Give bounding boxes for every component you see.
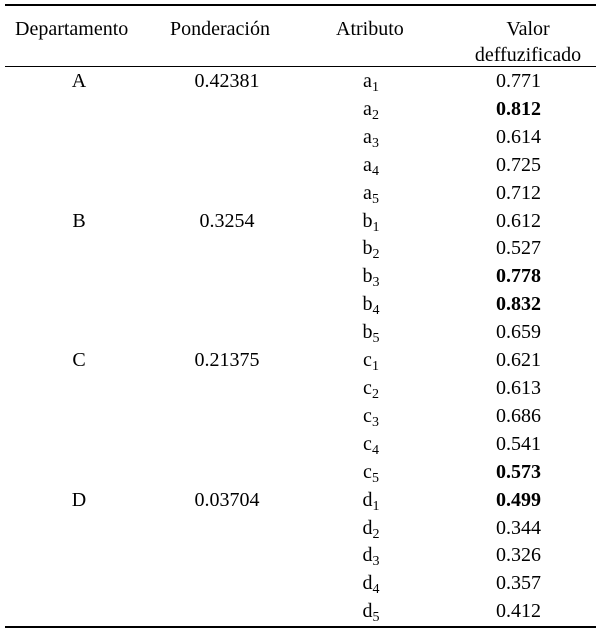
header-valor-line2: deffuzificado (474, 44, 582, 66)
attribute-letter: d (362, 600, 373, 623)
weight-cell: 0.42381 (194, 70, 260, 92)
attribute-letter: d (362, 516, 373, 539)
table-row (5, 96, 596, 124)
table-row (5, 152, 596, 180)
attribute-subscript: 1 (372, 219, 380, 235)
table-row (5, 570, 596, 598)
attribute-subscript: 1 (371, 359, 379, 375)
department-cell (5, 598, 153, 626)
attribute-subscript: 3 (371, 135, 379, 151)
defuzzified-value-cell: 0.357 (496, 572, 541, 595)
table-row (5, 515, 596, 543)
attribute-letter: d (362, 488, 373, 511)
department-cell (5, 570, 153, 598)
attribute-cell (301, 570, 441, 598)
defuzzified-value-cell: 0.499 (496, 488, 541, 511)
defuzzified-value-cell: 0.771 (496, 70, 541, 92)
defuzzified-value-cell: 0.712 (496, 181, 541, 204)
attribute-letter: b (362, 321, 373, 344)
department-cell (5, 515, 153, 543)
weight-cell (153, 319, 301, 347)
header-valor-line1: Valor (506, 18, 550, 40)
attribute-letter: a (363, 153, 372, 176)
weight-cell (153, 459, 301, 487)
header-departamento: Departamento (15, 18, 129, 40)
weight-cell (153, 96, 301, 124)
defuzzified-value-cell: 0.812 (496, 97, 541, 120)
attribute-cell (301, 515, 441, 543)
attribute-cell (301, 403, 441, 431)
attribute-letter: b (362, 209, 373, 232)
department-cell (5, 124, 153, 152)
table-row (5, 542, 596, 570)
attribute-cell (301, 235, 441, 263)
weight-cell (153, 180, 301, 208)
attribute-letter: c (363, 460, 372, 483)
department-cell (5, 235, 153, 263)
defuzzified-value-cell: 0.527 (496, 237, 541, 260)
bottom-rule (5, 626, 596, 628)
table-row (5, 459, 596, 487)
defuzzified-value-cell: 0.573 (496, 460, 541, 483)
table-row (5, 347, 596, 375)
attribute-cell (301, 291, 441, 319)
department-cell: B (72, 209, 86, 232)
attribute-subscript: 2 (372, 526, 380, 542)
defuzzified-value-cell: 0.613 (496, 376, 541, 399)
attribute-subscript: 4 (371, 163, 379, 179)
attribute-subscript: 1 (371, 80, 379, 95)
data-table (5, 68, 596, 626)
weight-cell: 0.03704 (194, 488, 260, 511)
table-row (5, 263, 596, 291)
table-row (5, 235, 596, 263)
weight-cell: 0.3254 (199, 209, 255, 232)
weight-cell (153, 431, 301, 459)
attribute-letter: c (363, 376, 372, 399)
attribute-subscript: 2 (372, 247, 380, 263)
defuzzified-value-cell: 0.541 (496, 432, 541, 455)
attribute-subscript: 1 (372, 498, 380, 514)
attribute-letter: a (363, 125, 372, 148)
attribute-subscript: 5 (371, 470, 379, 486)
attribute-subscript: 5 (372, 610, 380, 626)
defuzzified-value-cell: 0.612 (496, 209, 541, 232)
attribute-cell (301, 347, 441, 375)
attribute-subscript: 5 (372, 331, 380, 347)
attribute-letter: b (362, 237, 373, 260)
top-rule (5, 4, 596, 6)
defuzzified-value-cell: 0.621 (496, 349, 541, 372)
attribute-cell (301, 375, 441, 403)
defuzzified-value-cell: 0.614 (496, 125, 541, 148)
weight-cell (153, 152, 301, 180)
attribute-cell (301, 180, 441, 208)
table-row (5, 431, 596, 459)
table-row (5, 180, 596, 208)
department-cell (5, 459, 153, 487)
weight-cell (153, 570, 301, 598)
weight-cell (153, 403, 301, 431)
weight-cell (153, 598, 301, 626)
attribute-letter: b (362, 265, 373, 288)
attribute-subscript: 2 (371, 107, 379, 123)
table-row (5, 403, 596, 431)
attribute-cell (301, 431, 441, 459)
attribute-subscript: 4 (371, 442, 379, 458)
attribute-cell (301, 96, 441, 124)
department-cell: D (71, 488, 87, 511)
attribute-cell (301, 319, 441, 347)
defuzzified-value-cell: 0.686 (496, 404, 541, 427)
defuzzified-value-cell: 0.326 (496, 544, 541, 567)
attribute-letter: d (362, 544, 373, 567)
attribute-cell (301, 152, 441, 180)
attribute-cell (301, 124, 441, 152)
attribute-cell (301, 208, 441, 236)
defuzzified-value-cell: 0.412 (496, 600, 541, 623)
header-rule (5, 66, 596, 67)
defuzzified-value-cell: 0.832 (496, 293, 541, 316)
attribute-letter: d (362, 572, 373, 595)
header-ponderacion: Ponderación (170, 18, 270, 40)
weight-cell (153, 263, 301, 291)
attribute-letter: c (363, 349, 372, 372)
table-row (5, 319, 596, 347)
weight-cell: 0.21375 (194, 349, 260, 372)
header-atributo: Atributo (336, 18, 404, 40)
department-cell (5, 403, 153, 431)
attribute-cell (301, 487, 441, 515)
attribute-cell (301, 459, 441, 487)
table-row (5, 487, 596, 515)
department-cell: A (71, 70, 87, 92)
weight-cell (153, 515, 301, 543)
department-cell (5, 180, 153, 208)
attribute-subscript: 3 (372, 554, 380, 570)
department-cell (5, 263, 153, 291)
attribute-letter: a (363, 97, 372, 120)
attribute-letter: c (363, 432, 372, 455)
attribute-letter: c (363, 404, 372, 427)
attribute-cell (301, 542, 441, 570)
attribute-subscript: 4 (372, 582, 380, 598)
table-body (5, 68, 596, 626)
table-row (5, 68, 596, 96)
department-cell (5, 291, 153, 319)
department-cell (5, 542, 153, 570)
attribute-subscript: 5 (371, 191, 379, 207)
department-cell (5, 431, 153, 459)
attribute-cell (301, 598, 441, 626)
department-cell (5, 152, 153, 180)
weight-cell (153, 124, 301, 152)
department-cell (5, 96, 153, 124)
defuzzified-value-cell: 0.344 (496, 516, 541, 539)
attribute-letter: a (363, 70, 372, 92)
attribute-letter: a (363, 181, 372, 204)
defuzzified-value-cell: 0.725 (496, 153, 541, 176)
weight-cell (153, 235, 301, 263)
attribute-letter: b (362, 293, 373, 316)
weight-cell (153, 375, 301, 403)
department-cell: C (72, 349, 86, 372)
table-row (5, 124, 596, 152)
attribute-cell (301, 263, 441, 291)
attribute-subscript: 3 (372, 275, 380, 291)
attribute-subscript: 4 (372, 303, 380, 319)
defuzzified-value-cell: 0.778 (496, 265, 541, 288)
attribute-subscript: 3 (371, 414, 379, 430)
defuzzified-value-cell: 0.659 (496, 321, 541, 344)
attribute-subscript: 2 (371, 386, 379, 402)
table-row (5, 291, 596, 319)
table-row (5, 598, 596, 626)
weight-cell (153, 291, 301, 319)
weight-cell (153, 542, 301, 570)
table-row (5, 208, 596, 236)
department-cell (5, 319, 153, 347)
table-row (5, 375, 596, 403)
attribute-cell (301, 68, 441, 96)
department-cell (5, 375, 153, 403)
